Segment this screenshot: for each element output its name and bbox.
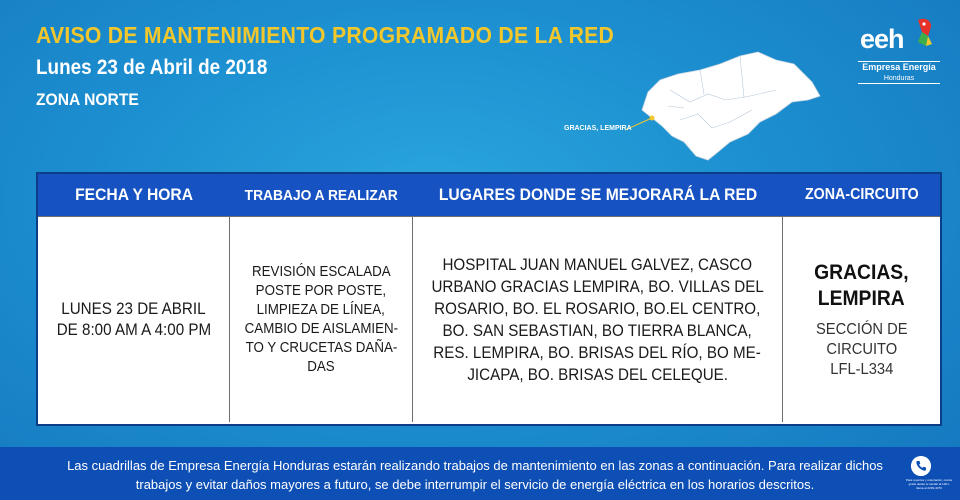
circuit-line: CIRCUITO (826, 340, 897, 358)
column-header-places: LUGARES DONDE SE MEJORARÁ LA RED (438, 185, 758, 204)
places-line: JICAPA, BO. BRISAS DEL CELEQUE. (467, 365, 728, 384)
header (0, 0, 960, 170)
table-header (38, 174, 940, 216)
column-header-date-time: FECHA Y HORA (75, 185, 193, 204)
circuit-code: LFL-L334 (829, 360, 893, 378)
page-title: AVISO DE MANTENIMIENTO PROGRAMADO DE LA RED (36, 22, 615, 48)
circuit-section (812, 320, 912, 380)
zone-name-line: GRACIAS, (814, 260, 909, 284)
logo-company-name: Empresa Energía (858, 61, 940, 72)
places-line: ROSARIO, BO. EL ROSARIO, BO.EL CENTRO, (434, 299, 761, 318)
column-header-work: TRABAJO A REALIZAR (244, 186, 399, 204)
contact-note: Para reportes y orientación, marca gratis desde tu celular al 118 o llama al 2239-4379 (905, 478, 953, 490)
time-line: DE 8:00 AM A 4:00 PM (56, 320, 211, 339)
map-location-label: GRACIAS, LEMPIRA (564, 125, 632, 132)
work-line: LIMPIEZA DE LÍNEA, (256, 301, 386, 318)
work-line: TO Y CRUCETAS DAÑA- (245, 339, 397, 356)
phone-icon (911, 456, 931, 476)
footer-line: trabajos y evitar daños mayores a futuro, se debe interrumpir el servicio de energía eléctrica en los horarios descritos. (135, 477, 815, 492)
date-line: LUNES 23 DE ABRIL (61, 299, 206, 318)
zone-name-line: LEMPIRA (818, 286, 905, 310)
eeh-logo (850, 14, 945, 84)
zone-label: ZONA NORTE (36, 90, 139, 109)
work-line: POSTE POR POSTE, (255, 282, 387, 299)
cell-date-time (38, 216, 230, 422)
places-line: URBANO GRACIAS LEMPIRA, BO. VILLAS DEL (431, 277, 764, 296)
logo-country: Honduras (858, 75, 940, 84)
table-row (38, 216, 940, 424)
bird-icon (910, 16, 936, 52)
notice-date: Lunes 23 de Abril de 2018 (36, 56, 268, 79)
cell-places (413, 216, 783, 422)
work-line: REVISIÓN ESCALADA (251, 263, 391, 280)
footer (0, 447, 960, 500)
cell-work (230, 216, 413, 422)
maintenance-table (36, 172, 942, 426)
circuit-line: SECCIÓN DE (815, 320, 908, 338)
work-line: CAMBIO DE AISLAMIEN- (244, 320, 398, 337)
column-header-zone-circuit: ZONA-CIRCUITO (804, 186, 919, 203)
cell-zone-circuit (783, 216, 940, 422)
footer-notice (55, 456, 895, 494)
places-line: RES. LEMPIRA, BO. BRISAS DEL RÍO, BO ME- (433, 343, 762, 362)
logo-mark: eeh (860, 24, 904, 54)
places-line: HOSPITAL JUAN MANUEL GALVEZ, CASCO (442, 255, 753, 274)
honduras-map (580, 30, 830, 170)
work-line: DAS (307, 358, 335, 375)
footer-line: Las cuadrillas de Empresa Energía Honduras estarán realizando trabajos de mantenimiento en las zonas a continuación. Para realizar dichos (67, 458, 883, 473)
places-line: BO. SAN SEBASTIAN, BO TIERRA BLANCA, (442, 321, 753, 340)
